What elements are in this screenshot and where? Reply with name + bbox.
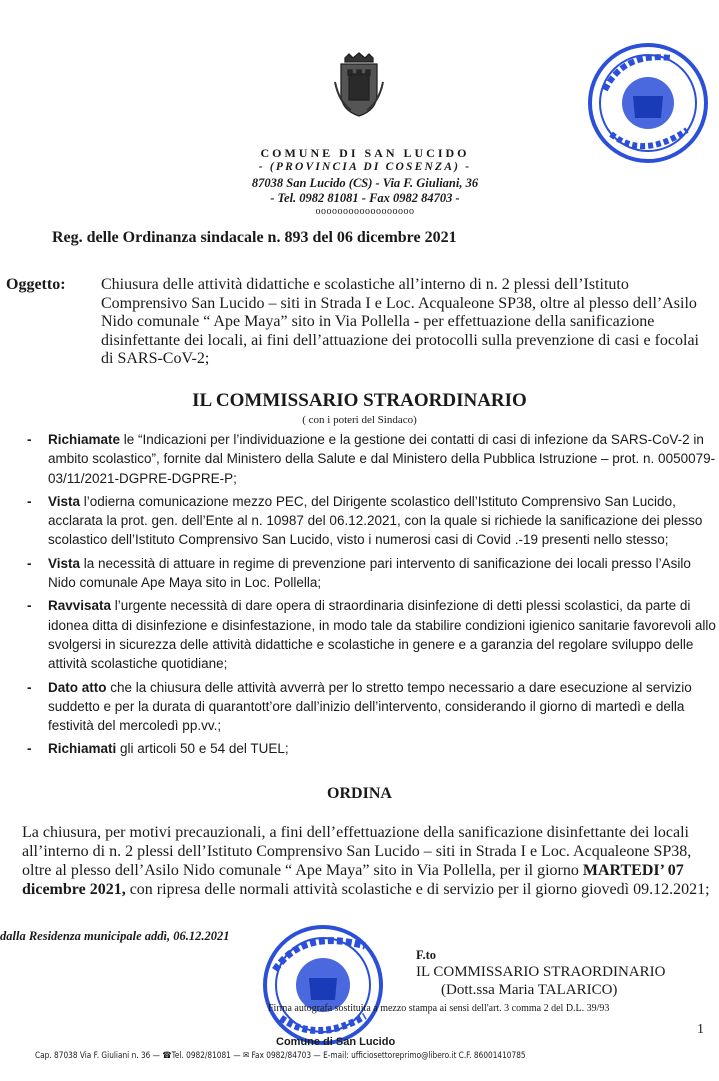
commissioner-heading: IL COMMISSARIO STRAORDINARIO: [192, 390, 527, 411]
recital-keyword: Richiamati: [48, 741, 117, 757]
signed-marker: F.to: [416, 948, 437, 962]
municipal-stamp: [265, 927, 381, 1043]
dash-bullet: -: [27, 598, 32, 614]
list-item: [27, 430, 717, 488]
recital-text: l’odierna comunicazione mezzo PEC, del Dirigente scolastico dell’Istituto Comprensivo San Lucido, acclarata la prot. gen. dell’Ente al n. 10987 del 06.12.2021, con la quale si richiede la sanificazione dei plesso scolastico dell’Istituto Comprensivo San Lucido, visto i numerosi casi di Covid .-19 presenti nello stesso;: [48, 493, 703, 548]
page-number: 1: [697, 1022, 704, 1037]
decorative-line: oooooooooooooooooo: [315, 206, 415, 217]
dash-bullet: -: [27, 432, 32, 447]
dash-bullet: -: [27, 741, 32, 757]
signatory-name: (Dott.ssa Maria TALARICO): [441, 982, 618, 998]
recital-text: la necessità di attuare in regime di prevenzione pari intervento di sanificazione dei locali presso l’Asilo Nido comunale Ape Maya sito in Loc. Pollella;: [48, 555, 691, 591]
province-line: - (PROVINCIA DI COSENZA) -: [258, 161, 472, 173]
recital-keyword: Ravvisata: [48, 598, 112, 614]
signature-note: Firma autografa sostituita a mezzo stampa ai sensi dell'art. 3 comma 2 del D.L. 39/93: [268, 1003, 610, 1014]
recital-keyword: Vista: [48, 493, 81, 509]
dash-bullet: -: [27, 493, 32, 509]
municipality-name: COMUNE DI SAN LUCIDO: [260, 146, 470, 160]
list-item: [27, 678, 717, 736]
footer-brand: Comune di San Lucido: [276, 1036, 396, 1048]
recital-text: le “Indicazioni per l’individuazione e la gestione dei contatti di casi di infezione da SARS-CoV-2 in ambito scolastico”, fornite dal Ministero della Salute e dal Ministero della Pubblica Istruzione – prot. n. 0050079-03/11/2021-DGPRE-DGPRE-P;: [48, 432, 716, 486]
subject-label: Oggetto:: [6, 276, 66, 293]
subject-text: Chiusura delle attività didattiche e scolastiche all’interno di n. 2 plessi dell’Istituto Comprensivo San Lucido – siti in Strada I e Loc. Acqualeone SP38, oltre al plesso dell’Asilo Nido comunale “ Ape Maya” sito in Via Pollella - per effettuazione della sanificazione disinfettante dei locali, ai fini dell’attuazione dei protocolli sulla prevenzione di casi e focolai di SARS-CoV-2;: [101, 276, 699, 367]
recital-keyword: Richiamate: [48, 432, 121, 447]
municipal-stamp: [590, 45, 706, 161]
commissioner-subheading: ( con i poteri del Sindaco): [302, 414, 417, 426]
order-text: [22, 823, 714, 899]
recital-keyword: Dato atto: [48, 679, 107, 695]
recital-text: che la chiusura delle attività avverrà per lo stretto tempo necessario a dare esecuzione al servizio suddetto e per la durata di quarantott’ore dall’inizio dell’intervento, considerando il giorno di martedì e della festività del mercoledì pp.vv.;: [48, 679, 692, 734]
order-text-before: La chiusura, per motivi precauzionali, a fini dell’effettuazione della sanificazione disinfettante dei locali all’interno di n. 2 plessi dell’Istituto Comprensivo San Lucido – siti in Strada I e Loc. Acqualeone SP38, oltre al plesso dell’Asilo Nido comunale “ Ape Maya” sito in Via Pollella, per il giorno: [22, 824, 692, 879]
recitals-list: [27, 430, 717, 763]
place-and-date: dalla Residenza municipale addì, 06.12.2021: [0, 929, 230, 943]
list-item: [27, 596, 717, 673]
coat-of-arms-icon: [331, 52, 387, 118]
recital-text: gli articoli 50 e 54 del TUEL;: [116, 741, 289, 757]
dash-bullet: -: [27, 679, 32, 695]
list-item: [27, 554, 717, 593]
phone-line: - Tel. 0982 81081 - Fax 0982 84703 -: [270, 191, 460, 205]
recital-keyword: Vista: [48, 555, 81, 571]
order-date: MARTEDI’ 07 dicembre 2021,: [22, 862, 684, 898]
municipal-stamp-top: [583, 38, 713, 168]
municipal-stamp-bottom: [255, 920, 390, 1050]
signatory-title: IL COMMISSARIO STRAORDINARIO: [416, 964, 666, 980]
list-item: [27, 739, 717, 758]
order-heading: ORDINA: [327, 785, 392, 802]
address-line: 87038 San Lucido (CS) - Via F. Giuliani, 36: [251, 176, 479, 190]
dash-bullet: -: [27, 555, 32, 571]
ordinance-registry: Reg. delle Ordinanza sindacale n. 893 del 06 dicembre 2021: [52, 229, 457, 246]
list-item: [27, 492, 717, 550]
footer-contact-line: Cap. 87038 Via F. Giuliani n. 36 — ☎Tel. 0982/81081 — ✉ Fax 0982/84703 — E-mail: ufficiosettoreprimo@libero.it C.F. 86001410785: [35, 1051, 526, 1061]
order-text-after: con ripresa delle normali attività scolastiche e di servizio per il giorno giovedì 09.12.2021;: [125, 881, 710, 898]
recital-text: l’urgente necessità di dare opera di straordinaria disinfezione di detti plessi scolastici, da parte di idonea ditta di disinfezione e disinfestazione, in modo tale da stabilire condizioni igienico sanitarie favorevoli allo svolgersi in sicurezza delle attività didattiche e scolastiche in genere e a garanzia del regolare sviluppo delle attività scolastiche quotidiane;: [48, 598, 716, 672]
